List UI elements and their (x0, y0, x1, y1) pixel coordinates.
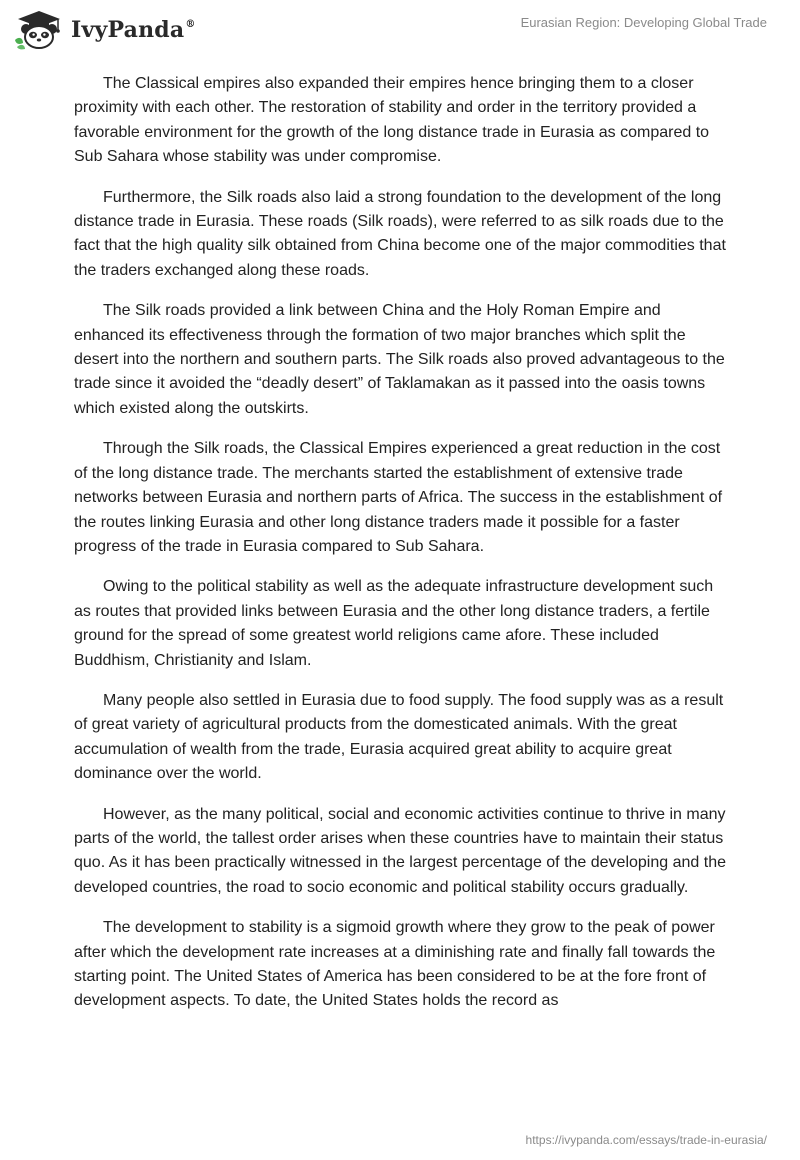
panda-graduate-icon (13, 10, 65, 50)
paragraph: The development to stability is a sigmoid growth where they grow to the peak of power after which the development rate increases at a diminishing rate and finally fall towards the starting point. The United States of America has been considered to be at the fore front of development aspects. To date, the United States holds the record as (74, 919, 716, 1010)
paragraph: Owing to the political stability as well as the adequate infrastructure development such as routes that provided links between Eurasia and the other long distance traders, a fertile ground for the spread of some greatest world religions came afore. These included Buddhism, Christianity and Islam. (74, 578, 714, 669)
brand-name (71, 17, 196, 43)
paragraph: However, as the many political, social and economic activities continue to thrive in many parts of the world, the tallest order arises when these countries have to maintain their status quo. As it has been practically witnessed in the largest percentage of the developing and the developed countries, the road to socio economic and political stability occurs gradually. (74, 805, 726, 896)
page-header (0, 0, 800, 60)
document-title: Eurasian Region: Developing Global Trade (520, 15, 767, 30)
brand-text: IvyPanda (71, 17, 185, 43)
paragraph: The Silk roads provided a link between China and the Holy Roman Empire and enhanced its effectiveness through the formation of two major branches which split the desert into the northern and southern parts. The Silk roads also proved advantageous to the trade since it avoided the “deadly desert” of Taklamakan as it passed into the oasis towns which existed along the outskirts. (74, 302, 725, 417)
ivypanda-logo[interactable] (13, 10, 196, 50)
essay-body (74, 72, 734, 1030)
paragraph: Through the Silk roads, the Classical Empires experienced a great reduction in the cost of the long distance trade. The merchants started the establishment of extensive trade networks between Eurasia and northern parts of Africa. The success in the establishment of the routes linking Eurasia and other long distance traders made it possible for a faster progress of the trade in Eurasia compared to Sub Sahara. (74, 440, 723, 555)
paragraph: The Classical empires also expanded their empires hence bringing them to a closer proximity with each other. The restoration of stability and order in the territory provided a favorable environment for the growth of the long distance trade in Eurasia as compared to Sub Sahara whose stability was under compromise. (74, 75, 710, 166)
source-url[interactable]: https://ivypanda.com/essays/trade-in-eurasia/ (525, 1133, 767, 1147)
paragraph: Many people also settled in Eurasia due to food supply. The food supply was as a result of great variety of agricultural products from the domesticated animals. With the great accumulation of wealth from the trade, Eurasia acquired great ability to acquire great dominance over the world. (74, 691, 724, 783)
paragraph: Furthermore, the Silk roads also laid a strong foundation to the development of the long distance trade in Eurasia. These roads (Silk roads), were referred to as silk roads due to the fact that the high quality silk obtained from China become one of the major commodities that the traders exchanged along these roads. (74, 188, 726, 279)
registered-mark: ® (185, 18, 196, 30)
